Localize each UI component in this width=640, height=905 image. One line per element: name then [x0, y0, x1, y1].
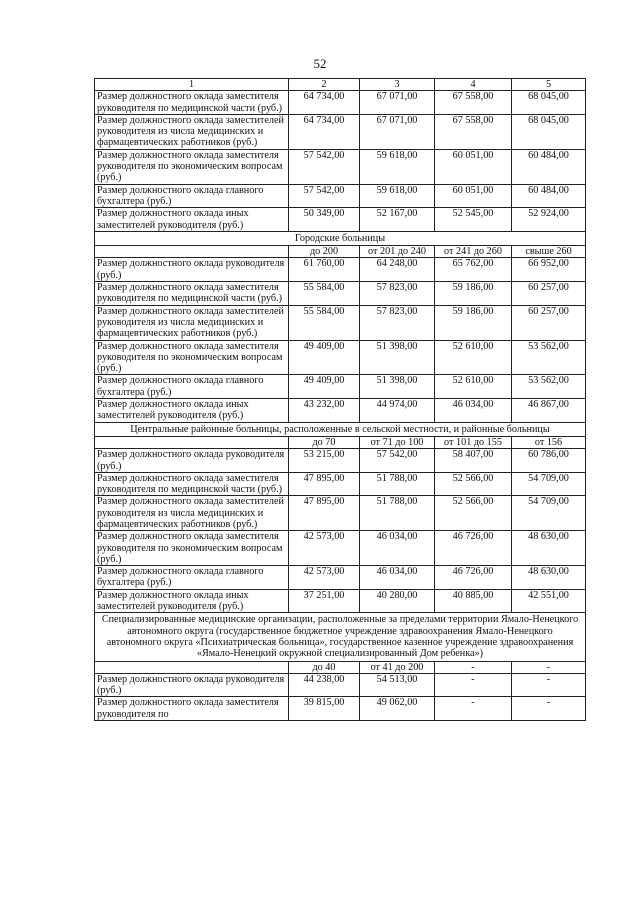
salary-value: -	[512, 673, 586, 697]
bed-range: от 201 до 240	[360, 246, 435, 258]
salary-value: 53 562,00	[512, 340, 586, 375]
salary-value: 60 484,00	[512, 184, 586, 208]
bed-range: от 241 до 260	[435, 246, 512, 258]
position-label: Размер должностного оклада заместителя руководителя по экономическим вопросам (руб.)	[95, 149, 289, 184]
position-label: Размер должностного оклада иных заместителей руководителя (руб.)	[95, 208, 289, 232]
section-title-row	[95, 613, 586, 661]
table-row	[95, 399, 586, 423]
table-row	[95, 697, 586, 721]
salary-value: 55 584,00	[289, 305, 360, 340]
bed-range: от 71 до 100	[360, 436, 435, 448]
column-number-5: 5	[512, 79, 586, 91]
salary-value: 46 726,00	[435, 531, 512, 566]
position-label: Размер должностного оклада руководителя (руб.)	[95, 449, 289, 473]
salary-value: 59 618,00	[360, 184, 435, 208]
bed-range-row	[95, 436, 586, 448]
salary-value: 47 895,00	[289, 496, 360, 531]
bed-range: до 70	[289, 436, 360, 448]
table-row	[95, 340, 586, 375]
salary-value: 59 618,00	[360, 149, 435, 184]
salary-value: 43 232,00	[289, 399, 360, 423]
salary-value: -	[435, 673, 512, 697]
salary-value: 46 034,00	[360, 566, 435, 590]
salary-value: 52 545,00	[435, 208, 512, 232]
column-number-3: 3	[360, 79, 435, 91]
section-title-row	[95, 231, 586, 245]
bed-range-empty	[95, 661, 289, 673]
salary-value: 52 610,00	[435, 375, 512, 399]
position-label: Размер должностного оклада заместителя руководителя по	[95, 697, 289, 721]
table-row	[95, 531, 586, 566]
section-title-row	[95, 422, 586, 436]
salary-value: 67 071,00	[360, 114, 435, 149]
bed-range-empty	[95, 246, 289, 258]
salary-value: 40 885,00	[435, 589, 512, 613]
table-row	[95, 472, 586, 496]
table-row	[95, 91, 586, 115]
salary-value: 61 760,00	[289, 258, 360, 282]
position-label: Размер должностного оклада главного бухгалтера (руб.)	[95, 375, 289, 399]
salary-value: 51 398,00	[360, 340, 435, 375]
table-row	[95, 673, 586, 697]
table-row	[95, 375, 586, 399]
salary-value: 67 558,00	[435, 114, 512, 149]
table-row	[95, 305, 586, 340]
position-label: Размер должностного оклада главного бухгалтера (руб.)	[95, 184, 289, 208]
column-number-1: 1	[95, 79, 289, 91]
salary-value: 42 573,00	[289, 566, 360, 590]
salary-value: 52 566,00	[435, 472, 512, 496]
bed-range-empty	[95, 436, 289, 448]
salary-value: 60 257,00	[512, 305, 586, 340]
salary-value: 53 562,00	[512, 375, 586, 399]
salary-value: 46 726,00	[435, 566, 512, 590]
bed-range: -	[512, 661, 586, 673]
position-label: Размер должностного оклада заместителя руководителя по медицинской части (руб.)	[95, 91, 289, 115]
table-row	[95, 208, 586, 232]
page-number: 52	[313, 56, 327, 71]
table-row	[95, 496, 586, 531]
salary-value: 68 045,00	[512, 91, 586, 115]
bed-range: от 101 до 155	[435, 436, 512, 448]
table-row	[95, 149, 586, 184]
salary-value: 60 786,00	[512, 449, 586, 473]
position-label: Размер должностного оклада заместителей руководителя из числа медицинских и фармацевтических работников (руб.)	[95, 114, 289, 149]
salary-value: 52 924,00	[512, 208, 586, 232]
section-title: Центральные районные больницы, расположенные в сельской местности, и районные больницы	[95, 422, 586, 436]
position-label: Размер должностного оклада руководителя (руб.)	[95, 258, 289, 282]
salary-value: 54 709,00	[512, 496, 586, 531]
salary-value: 52 566,00	[435, 496, 512, 531]
salary-value: 50 349,00	[289, 208, 360, 232]
salary-value: 53 215,00	[289, 449, 360, 473]
table-row	[95, 566, 586, 590]
salary-value: 59 186,00	[435, 305, 512, 340]
salary-value: 48 630,00	[512, 531, 586, 566]
salary-value: 66 952,00	[512, 258, 586, 282]
position-label: Размер должностного оклада заместителя руководителя по экономическим вопросам (руб.)	[95, 340, 289, 375]
position-label: Размер должностного оклада главного бухгалтера (руб.)	[95, 566, 289, 590]
salary-value: 64 248,00	[360, 258, 435, 282]
salary-value: 58 407,00	[435, 449, 512, 473]
salary-value: 60 257,00	[512, 282, 586, 306]
position-label: Размер должностного оклада руководителя (руб.)	[95, 673, 289, 697]
section-title: Специализированные медицинские организации, расположенные за пределами территории Ямало-Ненецкого автономного округа (государственное бюджетное учреждение здравоохранения Ямало-Ненецкого автономного округа «Психиатрическая больница», государственное казенное учреждение здравоохранения «Ямало-Ненецкий окружной специализированный Дом ребенка»)	[95, 613, 586, 661]
salary-value: 37 251,00	[289, 589, 360, 613]
column-number-2: 2	[289, 79, 360, 91]
bed-range: до 40	[289, 661, 360, 673]
salary-value: 39 815,00	[289, 697, 360, 721]
salary-value: 60 484,00	[512, 149, 586, 184]
position-label: Размер должностного оклада заместителя руководителя по медицинской части (руб.)	[95, 472, 289, 496]
salary-value: 48 630,00	[512, 566, 586, 590]
position-label: Размер должностного оклада иных заместителей руководителя (руб.)	[95, 589, 289, 613]
salary-value: 57 823,00	[360, 305, 435, 340]
salary-table	[94, 78, 586, 721]
salary-value: 57 542,00	[289, 184, 360, 208]
salary-value: 67 558,00	[435, 91, 512, 115]
salary-value: 42 551,00	[512, 589, 586, 613]
table-row	[95, 184, 586, 208]
salary-value: 67 071,00	[360, 91, 435, 115]
salary-value: 49 409,00	[289, 375, 360, 399]
salary-value: 54 513,00	[360, 673, 435, 697]
salary-value: 55 584,00	[289, 282, 360, 306]
salary-value: 59 186,00	[435, 282, 512, 306]
table-row	[95, 258, 586, 282]
salary-value: 65 762,00	[435, 258, 512, 282]
table-row	[95, 449, 586, 473]
salary-value: 44 974,00	[360, 399, 435, 423]
salary-value: 52 610,00	[435, 340, 512, 375]
bed-range: свыше 260	[512, 246, 586, 258]
salary-value: 46 867,00	[512, 399, 586, 423]
column-number-4: 4	[435, 79, 512, 91]
salary-value: -	[435, 697, 512, 721]
salary-value: 57 542,00	[360, 449, 435, 473]
salary-value: 44 238,00	[289, 673, 360, 697]
salary-value: 64 734,00	[289, 91, 360, 115]
salary-value: 52 167,00	[360, 208, 435, 232]
position-label: Размер должностного оклада заместителей руководителя из числа медицинских и фармацевтических работников (руб.)	[95, 496, 289, 531]
salary-value: 60 051,00	[435, 184, 512, 208]
position-label: Размер должностного оклада иных заместителей руководителя (руб.)	[95, 399, 289, 423]
section-title: Городские больницы	[95, 231, 586, 245]
column-number-row	[95, 79, 586, 91]
salary-value: 57 823,00	[360, 282, 435, 306]
salary-value: 49 409,00	[289, 340, 360, 375]
position-label: Размер должностного оклада заместителя руководителя по медицинской части (руб.)	[95, 282, 289, 306]
salary-value: -	[512, 697, 586, 721]
salary-value: 49 062,00	[360, 697, 435, 721]
position-label: Размер должностного оклада заместителя руководителя по экономическим вопросам (руб.)	[95, 531, 289, 566]
salary-value: 60 051,00	[435, 149, 512, 184]
salary-value: 57 542,00	[289, 149, 360, 184]
table-row	[95, 282, 586, 306]
bed-range-row	[95, 661, 586, 673]
salary-value: 42 573,00	[289, 531, 360, 566]
position-label: Размер должностного оклада заместителей руководителя из числа медицинских и фармацевтических работников (руб.)	[95, 305, 289, 340]
bed-range: до 200	[289, 246, 360, 258]
salary-value: 46 034,00	[435, 399, 512, 423]
salary-value: 51 398,00	[360, 375, 435, 399]
table-row	[95, 589, 586, 613]
bed-range: -	[435, 661, 512, 673]
salary-table-body	[95, 79, 586, 721]
salary-value: 46 034,00	[360, 531, 435, 566]
salary-value: 47 895,00	[289, 472, 360, 496]
salary-value: 68 045,00	[512, 114, 586, 149]
bed-range: от 156	[512, 436, 586, 448]
salary-value: 54 709,00	[512, 472, 586, 496]
salary-value: 51 788,00	[360, 472, 435, 496]
bed-range-row	[95, 246, 586, 258]
bed-range: от 41 до 200	[360, 661, 435, 673]
salary-value: 51 788,00	[360, 496, 435, 531]
salary-value: 64 734,00	[289, 114, 360, 149]
table-row	[95, 114, 586, 149]
salary-value: 40 280,00	[360, 589, 435, 613]
